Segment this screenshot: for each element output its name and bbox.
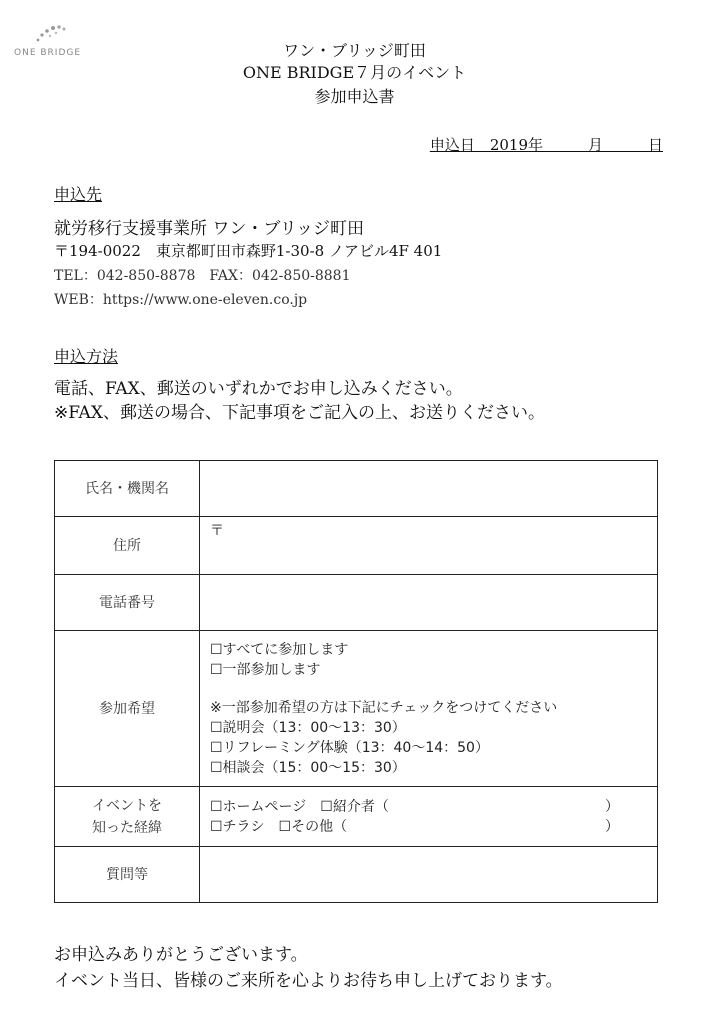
source-label [55, 787, 200, 847]
checkbox-partial[interactable]: ☐一部参加します [210, 661, 321, 678]
header-form-name: 参加申込書 [314, 87, 395, 106]
form-row-name [55, 461, 658, 517]
checkbox-session-1[interactable]: ☐説明会（13：00〜13：30） [210, 719, 406, 736]
form-row-phone [55, 575, 658, 631]
destination-web: WEB：https://www.one-eleven.co.jp [54, 292, 308, 308]
phone-field[interactable] [200, 575, 658, 631]
checkbox-session-2[interactable]: ☐リフレーミング体験（13：40〜14：50） [210, 739, 489, 756]
checkbox-all-sessions[interactable]: ☐すべてに参加します [210, 641, 349, 658]
checkbox-flyer-other[interactable]: ☐チラシ ☐その他（ [210, 818, 348, 835]
destination-address: 〒194-0022 東京都町田市森野1-30-8 ノアビル4F 401 [54, 242, 443, 260]
destination-tel-fax: TEL：042-850-8878 FAX：042-850-8881 [54, 268, 351, 284]
source-label-line-2: 知った経緯 [92, 819, 162, 836]
closing-line-2: イベント当日、皆様のご来所を心よりお待ち申し上げております。 [54, 971, 563, 991]
form-row-participation [55, 631, 658, 787]
referrer-close-paren: ） [605, 798, 619, 815]
name-label: 氏名・機関名 [55, 461, 200, 517]
source-label-line-1: イベントを [92, 797, 162, 814]
participation-field [200, 631, 658, 787]
source-row-1 [210, 797, 647, 817]
destination-heading: 申込先 [54, 185, 103, 204]
questions-field[interactable] [200, 847, 658, 903]
header-title: ワン・ブリッジ町田 [283, 41, 426, 60]
method-heading: 申込方法 [54, 347, 119, 366]
form-row-source [55, 787, 658, 847]
other-close-paren: ） [605, 818, 619, 835]
partial-note: ※一部参加希望の方は下記にチェックをつけてください [210, 699, 558, 716]
phone-label: 電話番号 [55, 575, 200, 631]
address-label: 住所 [55, 517, 200, 575]
checkbox-homepage-referrer[interactable]: ☐ホームページ ☐紹介者（ [210, 798, 389, 815]
participation-label: 参加希望 [55, 631, 200, 787]
method-line-2: ※FAX、郵送の場合、下記事項をご記入の上、お送りください。 [54, 403, 545, 423]
source-field [200, 787, 658, 847]
header-subtitle: ONE BRIDGE７月のイベント [242, 63, 467, 82]
form-row-questions [55, 847, 658, 903]
application-date: 申込日 2019年 月 日 [429, 136, 663, 154]
postal-mark: 〒 [210, 523, 224, 539]
questions-label: 質問等 [55, 847, 200, 903]
application-form-table [54, 460, 658, 903]
checkbox-session-3[interactable]: ☐相談会（15：00〜15：30） [210, 759, 406, 776]
source-row-2 [210, 817, 647, 837]
form-row-address [55, 517, 658, 575]
method-line-1: 電話、FAX、郵送のいずれかでお申し込みください。 [54, 379, 463, 399]
name-field[interactable] [200, 461, 658, 517]
destination-org: 就労移行支援事業所 ワン・ブリッジ町田 [54, 219, 365, 239]
logo-text: ONE BRIDGE [14, 48, 82, 58]
closing-line-1: お申込みありがとうございます。 [54, 945, 308, 965]
address-field[interactable] [200, 517, 658, 575]
